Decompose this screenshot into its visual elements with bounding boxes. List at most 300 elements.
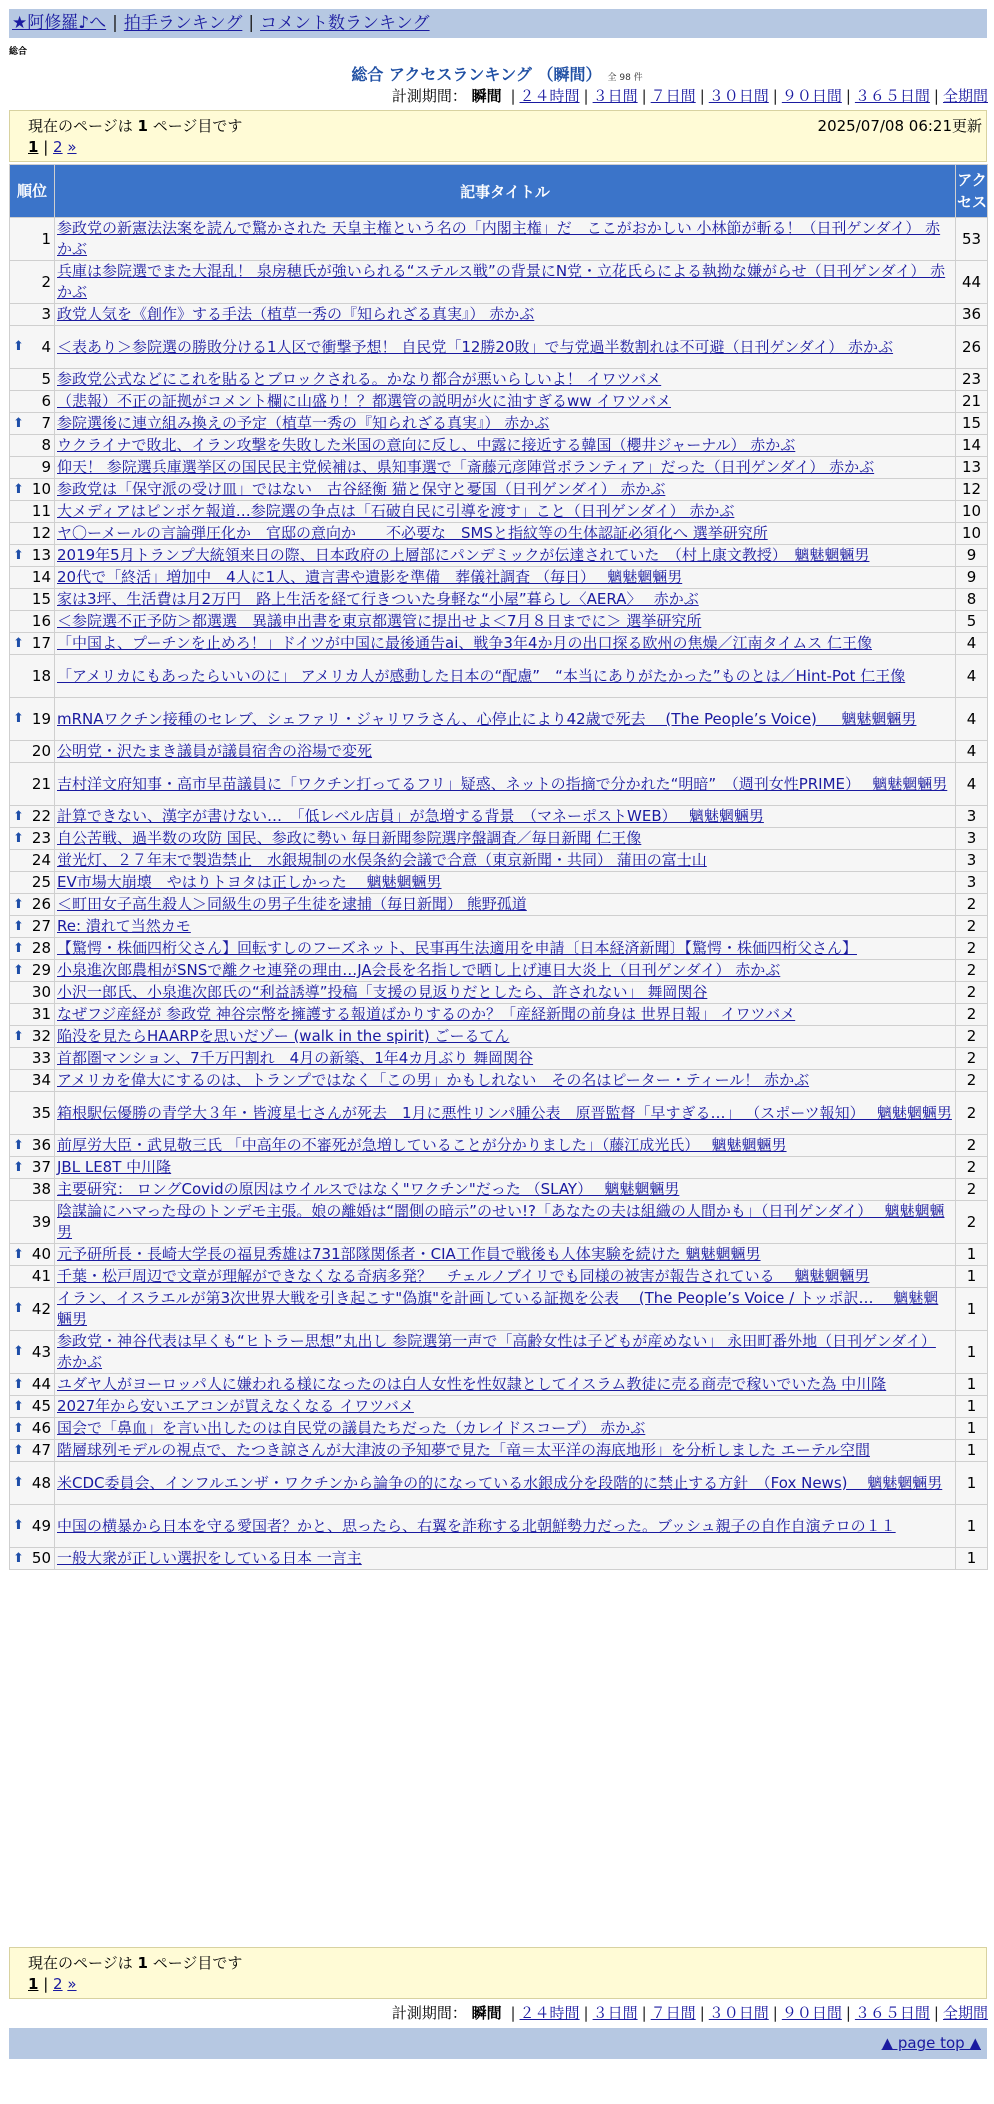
article-title-link[interactable]: 陰謀論にハマった母のトンデモ主張。娘の離婚は“闇側の暗示”のせい!?「あなたの夫は組織の人間かも」（日刊ゲンダイ） 魑魅魍魎男 (57, 1202, 945, 1241)
period-link-5[interactable]: ３６５日間 (854, 2004, 930, 2022)
period-label: 計測期間： (391, 2004, 467, 2022)
title-cell (55, 894, 956, 916)
table-row (10, 655, 988, 698)
title-cell (55, 218, 956, 261)
rank-number: 9 (41, 458, 51, 476)
title-cell (55, 1048, 956, 1070)
title-cell (55, 1505, 956, 1548)
rank-number: 16 (31, 612, 51, 630)
article-title-link[interactable]: 箱根駅伝優勝の青学大３年・皆渡星七さんが死去 1月に悪性リンパ腫公表 原晋監督「早すぎる…」 （スポーツ報知） 魑魅魍魎男 (57, 1103, 952, 1122)
rank-number: 50 (31, 1549, 51, 1567)
period-link-3[interactable]: ３０日間 (708, 2004, 769, 2022)
rank-number: 36 (31, 1136, 51, 1154)
rank-cell (10, 218, 55, 261)
rank-cell (10, 545, 55, 567)
period-separator: | (845, 87, 851, 105)
nav-home-link[interactable]: ★阿修羅♪へ (12, 13, 107, 33)
article-title-link[interactable]: 20代で「終活」増加中 4人に1人、遺言書や遺影を準備 葬儀社調査 （毎日） 魑魅魍魎男 (57, 568, 683, 586)
next-page-link[interactable]: » (67, 138, 77, 156)
up-arrow-icon: ⬆ (13, 1344, 24, 1359)
article-title-link[interactable]: 一般大衆が正しい選択をしている日本 一言主 (57, 1549, 362, 1567)
access-count: 10 (956, 501, 988, 523)
access-count: 14 (956, 435, 988, 457)
article-title-link[interactable]: 2019年5月トランプ大統領来日の際、日本政府の上層部にパンデミックが伝達されていた （村上康文教授） 魑魅魍魎男 (57, 546, 870, 564)
total-count: 全 98 件 (607, 73, 643, 83)
period-separator: | (933, 2004, 939, 2022)
title-cell (55, 479, 956, 501)
table-row (10, 1004, 988, 1026)
access-count: 13 (956, 457, 988, 479)
article-title-link[interactable]: 中国の横暴から日本を守る愛国者？かと、思ったら、右翼を詐称する北朝鮮勢力だった。ブッシュ親子の自作自演テロの１１ (57, 1516, 896, 1535)
article-title-link[interactable]: 【驚愕・株価四桁父さん】回転すしのフーズネット、民事再生法適用を申請〔日本経済新聞〕【驚愕・株価四桁父さん】 (57, 939, 857, 957)
rank-cell (10, 828, 55, 850)
table-row (10, 435, 988, 457)
access-count: 26 (956, 326, 988, 369)
access-count: 1 (956, 1396, 988, 1418)
access-count: 9 (956, 545, 988, 567)
article-title-link[interactable]: 参政党の新憲法法案を読んで驚かされた 天皇主権という名の「内閣主権」だ ここがおかしい 小林節が斬る！（日刊ゲンダイ） 赤かぶ (57, 219, 941, 258)
title-cell (55, 304, 956, 326)
rank-cell (10, 1135, 55, 1157)
rank-cell (10, 589, 55, 611)
article-title-link[interactable]: 千葉・松戸周辺で文章が理解ができなくなる奇病多発？ チェルノブイリでも同様の被害が報告されている 魑魅魍魎男 (57, 1267, 870, 1285)
table-row (10, 1374, 988, 1396)
col-rank-label: 順位 (17, 182, 48, 200)
page-title: 総合 アクセスランキング （瞬間） (351, 65, 602, 84)
article-title-link[interactable]: ユダヤ人がヨーロッパ人に嫌われる様になったのは白人女性を性奴隷としてイスラム教徒に売る商売で稼いでいた為 中川隆 (57, 1375, 887, 1393)
rank-cell (10, 1548, 55, 1570)
article-title-link[interactable]: 参政党は「保守派の受け皿」ではない 古谷経衡 猫と保守と憂国（日刊ゲンダイ） 赤かぶ (57, 480, 666, 498)
rank-number: 30 (31, 983, 51, 1001)
period-separator: | (641, 2004, 647, 2022)
title-cell (55, 938, 956, 960)
article-title-link[interactable]: 「中国よ、プーチンを止めろ！」ドイツが中国に最後通告ai、戦争3年4か月の出口探る欧州の焦燥／江南タイムス 仁王像 (57, 634, 872, 652)
article-title-link[interactable]: 自公苦戦、過半数の攻防 国民、参政に勢い 毎日新聞参院選序盤調査／毎日新聞 仁王像 (57, 829, 642, 847)
rank-number: 47 (31, 1441, 51, 1459)
article-title-link[interactable]: ウクライナで敗北、イラン攻撃を失敗した米国の意向に反し、中露に接近する韓国（櫻井ジャーナル） 赤かぶ (57, 436, 796, 454)
access-count: 2 (956, 1070, 988, 1092)
article-title-link[interactable]: ＜参院選不正予防＞都選選 異議申出書を東京都選管に提出せよ＜7月８日までに＞ 選挙研究所 (57, 612, 702, 630)
access-count: 1 (956, 1244, 988, 1266)
period-link-0[interactable]: ２４時間 (519, 87, 580, 105)
current-page-label: 現在のページは (28, 1954, 133, 1972)
access-count: 2 (956, 1179, 988, 1201)
access-count: 10 (956, 523, 988, 545)
rank-number: 20 (31, 742, 51, 760)
title-cell (55, 326, 956, 369)
rank-cell (10, 938, 55, 960)
access-count: 3 (956, 872, 988, 894)
nav-separator: | (248, 13, 255, 33)
up-arrow-icon: ⬆ (13, 635, 24, 651)
access-count: 1 (956, 1266, 988, 1288)
rank-cell (10, 567, 55, 589)
table-row (10, 938, 988, 960)
article-title-link[interactable]: （悲報）不正の証拠がコメント欄に山盛り！？都選管の説明が火に油すぎるww イワツバメ (57, 392, 672, 410)
table-row (10, 741, 988, 763)
article-title-link[interactable]: 前厚労大臣・武見敬三氏 「中高年の不審死が急増していることが分かりました」（藤江成光氏） 魑魅魍魎男 (57, 1136, 787, 1154)
article-title-link[interactable]: 首都圏マンション、7千万円割れ 4月の新築、1年4カ月ぶり 舞岡関谷 (57, 1049, 534, 1067)
title-cell (55, 982, 956, 1004)
rank-number: 37 (31, 1158, 51, 1176)
access-count: 1 (956, 1505, 988, 1548)
access-count: 4 (956, 655, 988, 698)
article-title-link[interactable]: 主要研究： ロングCovidの原因はウイルスではなく"ワクチン"だった （SLAY） 魑魅魍魎男 (57, 1180, 680, 1198)
article-title-link[interactable]: 小泉進次郎農相がSNSで離クセ連発の理由…JA会長を名指しで晒し上げ連日大炎上（日刊ゲンダイ） 赤かぶ (57, 961, 781, 979)
access-count: 1 (956, 1418, 988, 1440)
nav-separator: | (112, 13, 118, 33)
rank-cell (10, 655, 55, 698)
title-cell (55, 763, 956, 806)
rank-number: 33 (31, 1049, 51, 1067)
article-title-link[interactable]: 公明党・沢たまき議員が議員宿舎の浴場で変死 (57, 742, 373, 760)
page-1-current: 1 (28, 1975, 39, 1993)
rank-cell (10, 1092, 55, 1135)
title-cell (55, 501, 956, 523)
nav-clap-ranking-link[interactable]: 拍手ランキング (123, 13, 243, 34)
rank-cell (10, 1505, 55, 1548)
period-links (506, 2004, 988, 2022)
access-count: 5 (956, 611, 988, 633)
article-title-link[interactable]: mRNAワクチン接種のセレブ、シェファリ・ジャリワラさん、心停止により42歳で死去 (The People’s Voice) 魑魅魍魎男 (57, 709, 917, 728)
up-arrow-icon: ⬆ (13, 830, 24, 846)
up-arrow-icon: ⬆ (13, 1442, 24, 1458)
rank-cell (10, 1374, 55, 1396)
article-title-link[interactable]: 兵庫は参院選でまた大混乱！ 泉房穂氏が強いられる“ステルス戦”の背景にN党・立花氏らによる執拗な嫌がらせ（日刊ゲンダイ） 赤かぶ (57, 262, 946, 301)
up-arrow-icon: ⬆ (13, 1475, 24, 1490)
article-title-link[interactable]: 参政党・神谷代表は早くも“ヒトラー思想”丸出し 参院選第一声で「高齢女性は子どもが産めない」 永田町番外地（日刊ゲンダイ） 赤かぶ (57, 1332, 936, 1371)
period-separator: | (772, 87, 778, 105)
next-page-link[interactable]: » (67, 1975, 77, 1993)
up-arrow-icon: ⬆ (13, 1518, 24, 1533)
article-title-link[interactable]: 蛍光灯、２７年末で製造禁止 水銀規制の水俣条約会議で合意（東京新聞・共同） 蒲田の富士山 (57, 851, 707, 869)
table-row (10, 1179, 988, 1201)
table-row (10, 1505, 988, 1548)
rank-number: 49 (31, 1516, 51, 1535)
article-title-link[interactable]: 政党人気を《創作》する手法（植草一秀の『知られざる真実』） 赤かぶ (57, 305, 535, 323)
period-separator: | (641, 87, 647, 105)
up-arrow-icon: ⬆ (13, 1137, 24, 1153)
col-access-header (956, 165, 988, 218)
access-count: 3 (956, 806, 988, 828)
rank-number: 5 (41, 370, 51, 388)
page-top-link[interactable]: ▲ page top ▲ (881, 2034, 981, 2052)
nav-comment-ranking-link[interactable]: コメント数ランキング (260, 13, 430, 34)
article-title-link[interactable]: 元予研所長・長崎大学長の福見秀雄は731部隊関係者・CIA工作員で戦後も人体実験を続けた 魑魅魍魎男 (57, 1245, 761, 1263)
page-1-current: 1 (28, 138, 39, 156)
ranking-table-body (10, 218, 988, 1570)
title-cell (55, 828, 956, 850)
access-count: 2 (956, 938, 988, 960)
table-row (10, 545, 988, 567)
table-row (10, 894, 988, 916)
rank-cell (10, 741, 55, 763)
title-cell (55, 435, 956, 457)
current-page-label: 現在のページは (28, 117, 133, 135)
access-count: 1 (956, 1462, 988, 1505)
access-count: 2 (956, 1048, 988, 1070)
table-row (10, 1157, 988, 1179)
rank-number: 29 (31, 961, 51, 979)
current-page-number: 1 (137, 1954, 148, 1972)
title-cell (55, 1462, 956, 1505)
article-title-link[interactable]: ヤ〇ーメールの言論弾圧化か 官邸の意向か 不必要な SMSと指紋等の生体認証必須化へ 選挙研究所 (57, 524, 768, 542)
table-row (10, 1440, 988, 1462)
rank-cell (10, 479, 55, 501)
rank-number: 26 (31, 895, 51, 913)
current-page-text (28, 1952, 242, 1973)
rank-number: 14 (31, 568, 51, 586)
rank-number: 6 (41, 392, 51, 410)
rank-number: 41 (31, 1267, 51, 1285)
rank-number: 46 (31, 1419, 51, 1437)
title-cell (55, 850, 956, 872)
rank-cell (10, 304, 55, 326)
article-title-link[interactable]: 家は3坪、生活費は月2万円 路上生活を経て行きついた身軽な“小屋”暮らし〈AERA〉 赤かぶ (57, 590, 699, 608)
period-current: 瞬間 (471, 87, 502, 105)
rank-number: 25 (31, 873, 51, 891)
article-title-link[interactable]: 参政党公式などにこれを貼るとブロックされる。かなり都合が悪いらしいよ！ イワツバメ (57, 370, 662, 388)
table-row (10, 916, 988, 938)
period-link-5[interactable]: ３６５日間 (854, 87, 930, 105)
table-row (10, 1418, 988, 1440)
rank-cell (10, 763, 55, 806)
up-arrow-icon: ⬆ (13, 1246, 24, 1262)
rank-cell (10, 1026, 55, 1048)
title-cell (55, 457, 956, 479)
rank-cell (10, 1331, 55, 1374)
access-count: 3 (956, 828, 988, 850)
rank-cell (10, 1179, 55, 1201)
rank-number: 38 (31, 1180, 51, 1198)
up-arrow-icon: ⬆ (13, 808, 24, 824)
rank-number: 23 (31, 829, 51, 847)
rank-number: 48 (31, 1473, 51, 1492)
title-cell (55, 369, 956, 391)
table-row (10, 218, 988, 261)
rank-cell (10, 501, 55, 523)
rank-cell (10, 413, 55, 435)
access-count: 12 (956, 479, 988, 501)
rank-cell (10, 1266, 55, 1288)
table-row (10, 567, 988, 589)
period-link-1[interactable]: ３日間 (592, 87, 638, 105)
rank-number: 32 (31, 1027, 51, 1045)
title-cell (55, 589, 956, 611)
access-count: 53 (956, 218, 988, 261)
article-title-link[interactable]: 大メディアはピンボケ報道…参院選の争点は「石破自民に引導を渡す」こと（日刊ゲンダイ） 赤かぶ (57, 502, 735, 520)
up-arrow-icon: ⬆ (13, 1028, 24, 1044)
period-link-2[interactable]: ７日間 (650, 87, 696, 105)
up-arrow-icon: ⬆ (13, 711, 24, 726)
article-title-link[interactable]: 小沢一郎氏、小泉進次郎氏の“利益誘導”投稿「支援の見返りだとしたら、許されない」 舞岡関谷 (57, 983, 708, 1001)
article-title-link[interactable]: ＜町田女子高生殺人＞同級生の男子生徒を逮捕（毎日新聞） 熊野孤道 (57, 895, 527, 913)
title-cell (55, 1135, 956, 1157)
title-cell (55, 1092, 956, 1135)
page-2-link[interactable]: 2 (53, 1975, 63, 1993)
period-link-0[interactable]: ２４時間 (519, 2004, 580, 2022)
period-label: 計測期間： (391, 87, 467, 105)
article-title-link[interactable]: 計算できない、漢字が書けない… 「低レベル店員」が急増する背景 （マネーポストWEB） 魑魅魍魎男 (57, 807, 764, 825)
article-title-link[interactable]: 吉村洋文府知事・高市早苗議員に「ワクチン打ってるフリ」疑惑、ネットの指摘で分かれた“明暗” （週刊女性PRIME） 魑魅魍魎男 (57, 774, 948, 793)
rank-number: 24 (31, 851, 51, 869)
page-2-link[interactable]: 2 (53, 138, 63, 156)
period-separator: | (699, 87, 705, 105)
rank-number: 21 (31, 774, 51, 793)
rank-cell (10, 916, 55, 938)
title-cell (55, 413, 956, 435)
table-row (10, 633, 988, 655)
rank-cell (10, 1157, 55, 1179)
table-row (10, 1548, 988, 1570)
title-cell (55, 741, 956, 763)
article-title-link[interactable]: JBL LE8T 中川隆 (57, 1158, 172, 1176)
col-access-label: アクセス (957, 171, 988, 211)
rank-number: 18 (31, 666, 51, 685)
access-count: 2 (956, 1026, 988, 1048)
period-link-4[interactable]: ９０日間 (781, 2004, 842, 2022)
access-count: 4 (956, 763, 988, 806)
rank-cell (10, 1440, 55, 1462)
up-arrow-icon: ⬆ (13, 1376, 24, 1392)
rank-number: 11 (31, 502, 51, 520)
article-title-link[interactable]: イラン、イスラエルが第3次世界大戦を引き起こす"偽旗"を計画している証拠を公表 (The People’s Voice / トッポ訳… 魑魅魍魎男 (57, 1289, 939, 1328)
table-row (10, 960, 988, 982)
table-row (10, 589, 988, 611)
rank-cell (10, 1462, 55, 1505)
period-link-6[interactable]: 全期間 (942, 2004, 988, 2022)
table-row (10, 1462, 988, 1505)
page-info-box-top (9, 110, 987, 162)
period-separator: | (772, 2004, 778, 2022)
access-count: 2 (956, 916, 988, 938)
table-row (10, 304, 988, 326)
period-link-4[interactable]: ９０日間 (781, 87, 842, 105)
title-cell (55, 391, 956, 413)
table-row (10, 1244, 988, 1266)
article-title-link[interactable]: EV市場大崩壊 やはりトヨタは正しかった 魑魅魍魎男 (57, 873, 442, 891)
title-cell (55, 1004, 956, 1026)
table-header-row (10, 165, 988, 218)
period-separator: | (845, 2004, 851, 2022)
table-row (10, 501, 988, 523)
article-title-link[interactable]: なぜフジ産経が 参政党 神谷宗幣を擁護する報道ばかりするのか？「産経新聞の前身は 世界日報」 イワツバメ (57, 1005, 796, 1023)
period-link-1[interactable]: ３日間 (592, 2004, 638, 2022)
title-cell (55, 1070, 956, 1092)
article-title-link[interactable]: 「アメリカにもあったらいいのに」 アメリカ人が感動した日本の“配慮” “本当にありがたかった”ものとは／Hint-Pot 仁王像 (57, 666, 906, 685)
table-row (10, 1396, 988, 1418)
rank-cell (10, 391, 55, 413)
title-cell (55, 806, 956, 828)
article-title-link[interactable]: 参院選後に連立組み換えの予定（植草一秀の『知られざる真実』） 赤かぶ (57, 414, 550, 432)
table-row (10, 806, 988, 828)
title-cell (55, 1201, 956, 1244)
article-title-link[interactable]: 国会で「鼻血」を言い出したのは自民党の議員たちだった（カレイドスコープ） 赤かぶ (57, 1419, 646, 1437)
rank-cell (10, 850, 55, 872)
rank-number: 28 (31, 939, 51, 957)
rank-number: 22 (31, 807, 51, 825)
access-count: 4 (956, 633, 988, 655)
period-separator: | (933, 87, 939, 105)
rank-cell (10, 261, 55, 304)
category-tag: 総合 (9, 47, 28, 57)
title-cell (55, 872, 956, 894)
access-count: 23 (956, 369, 988, 391)
up-arrow-icon: ⬆ (13, 962, 24, 978)
title-cell (55, 1374, 956, 1396)
access-count: 2 (956, 1201, 988, 1244)
table-row (10, 479, 988, 501)
article-title-link[interactable]: 仰天！ 参院選兵庫選挙区の国民民主党候補は、県知事選で「斎藤元彦陣営ボランティア」だった（日刊ゲンダイ） 赤かぶ (57, 458, 875, 476)
period-link-6[interactable]: 全期間 (942, 87, 988, 105)
article-title-link[interactable]: 米CDC委員会、インフルエンザ・ワクチンから論争の的になっている水銀成分を段階的に禁止する方針 （Fox News) 魑魅魍魎男 (57, 1473, 943, 1492)
period-selector-bottom (392, 2003, 988, 2023)
ranking-table (9, 164, 988, 1570)
title-cell (55, 633, 956, 655)
table-row (10, 1331, 988, 1374)
title-cell (55, 567, 956, 589)
rank-cell (10, 611, 55, 633)
article-title-link[interactable]: 階層球列モデルの視点で、たつき諒さんが大津波の予知夢で見た「竜＝太平洋の海底地形」を分析しました エーテル空間 (57, 1441, 870, 1459)
up-arrow-icon: ⬆ (13, 918, 24, 934)
period-separator: | (583, 87, 589, 105)
access-count: 1 (956, 1440, 988, 1462)
period-link-3[interactable]: ３０日間 (708, 87, 769, 105)
rank-cell (10, 960, 55, 982)
table-row (10, 872, 988, 894)
updated-timestamp: 2025/07/08 06:21更新 (817, 117, 982, 135)
title-cell (55, 916, 956, 938)
access-count: 4 (956, 698, 988, 741)
title-cell (55, 545, 956, 567)
table-row (10, 763, 988, 806)
rank-cell (10, 435, 55, 457)
rank-number: 1 (41, 229, 51, 248)
access-count: 2 (956, 1092, 988, 1135)
rank-number: 27 (31, 917, 51, 935)
access-count: 2 (956, 982, 988, 1004)
table-row (10, 391, 988, 413)
access-count: 8 (956, 589, 988, 611)
table-row (10, 1070, 988, 1092)
period-selector-top (392, 86, 988, 106)
access-count: 36 (956, 304, 988, 326)
article-title-link[interactable]: 陥没を見たらHAARPを思いだゾー (walk in the spirit) ごーるてん (57, 1027, 510, 1045)
rank-number: 42 (31, 1299, 51, 1318)
title-cell (55, 1157, 956, 1179)
rank-cell (10, 1244, 55, 1266)
rank-number: 8 (41, 436, 51, 454)
title-cell (55, 1418, 956, 1440)
table-row (10, 1048, 988, 1070)
table-row (10, 1092, 988, 1135)
article-title-link[interactable]: アメリカを偉大にするのは、トランプではなく「この男」かもしれない その名はピーター・ティール！ 赤かぶ (57, 1071, 810, 1089)
period-link-2[interactable]: ７日間 (650, 2004, 696, 2022)
up-arrow-icon: ⬆ (13, 940, 24, 956)
period-separator: | (699, 2004, 705, 2022)
rank-cell (10, 523, 55, 545)
table-row (10, 698, 988, 741)
rank-number: 2 (41, 272, 51, 291)
article-title-link[interactable]: Re: 潰れて当然カモ (57, 917, 191, 935)
up-arrow-icon: ⬆ (13, 1550, 24, 1566)
rank-number: 13 (31, 546, 51, 564)
title-cell (55, 1179, 956, 1201)
article-title-link[interactable]: ＜表あり＞参院選の勝敗分ける1人区で衝撃予想！ 自民党「12勝20敗」で与党過半数割れは不可避（日刊ゲンダイ） 赤かぶ (57, 337, 894, 356)
rank-number: 43 (31, 1342, 51, 1361)
article-title-link[interactable]: 2027年から安いエアコンが買えなくなる イワツバメ (57, 1397, 414, 1415)
col-rank-header (10, 165, 55, 218)
